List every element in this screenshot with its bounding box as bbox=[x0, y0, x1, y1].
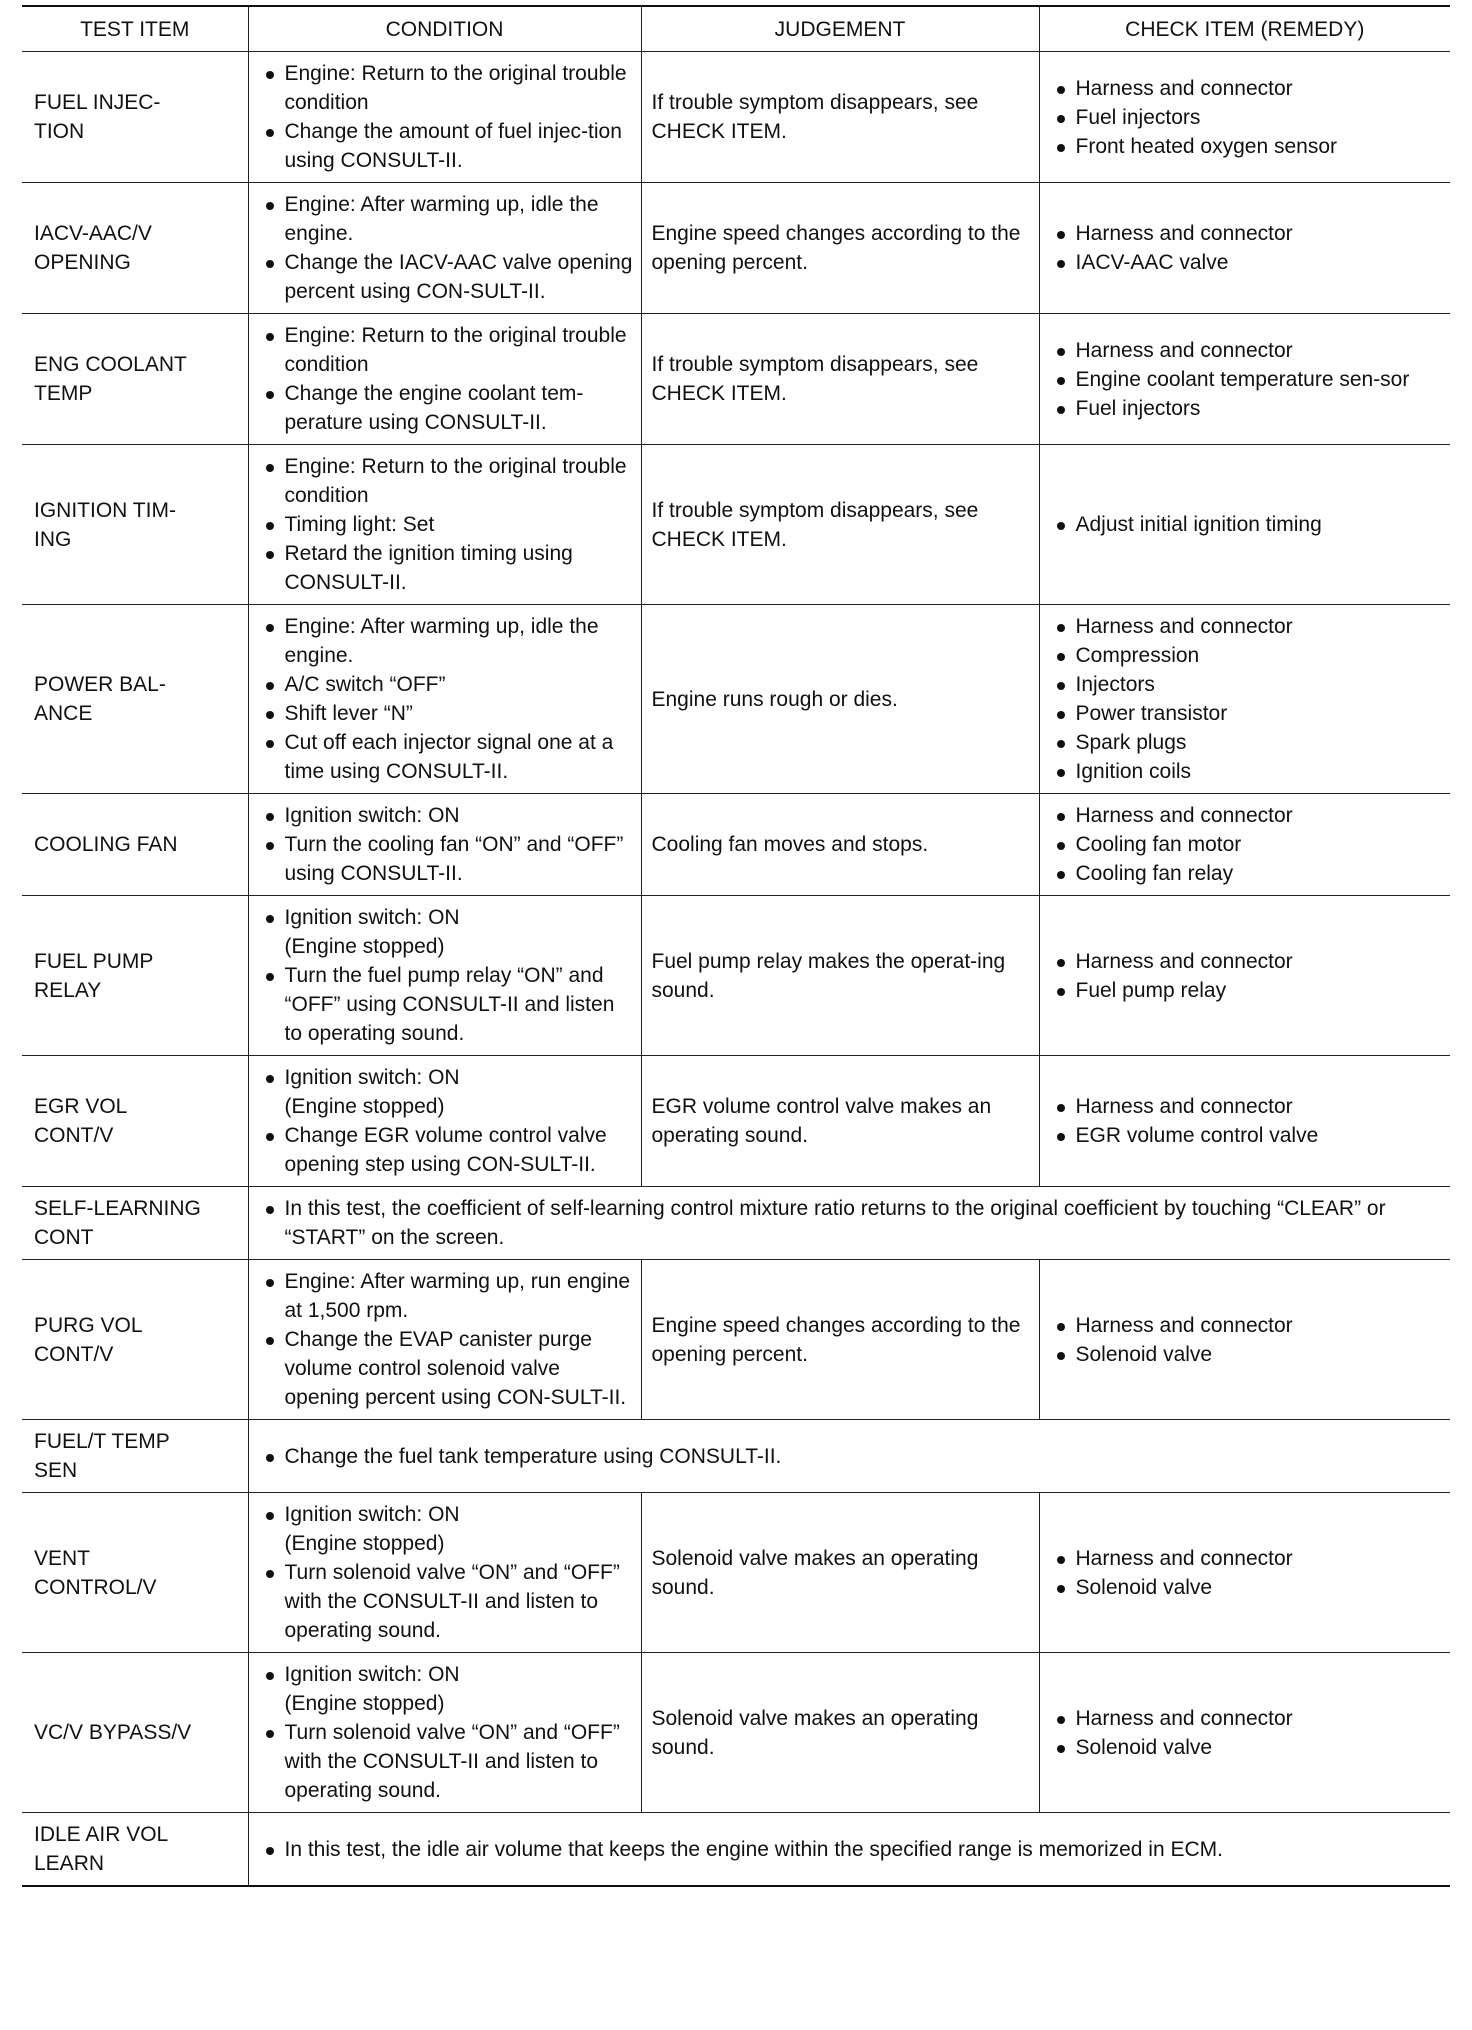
condition-bullet: Engine: After warming up, idle the engine. bbox=[259, 612, 633, 670]
condition-bullet: Engine: Return to the original trouble condition bbox=[259, 321, 633, 379]
test-item-cell: PURG VOL CONT/V bbox=[22, 1260, 248, 1420]
check-item-bullet: Harness and connector bbox=[1050, 947, 1443, 976]
document-page bbox=[22, 5, 1450, 1887]
condition-bullet: Change EGR volume control valve opening step using CON-SULT-II. bbox=[259, 1121, 633, 1179]
check-item-list bbox=[1050, 219, 1443, 277]
condition-cell bbox=[248, 52, 641, 183]
header-check-item: CHECK ITEM (REMEDY) bbox=[1039, 6, 1450, 52]
check-item-list bbox=[1050, 74, 1443, 161]
condition-cell bbox=[248, 794, 641, 896]
check-item-cell bbox=[1039, 1493, 1450, 1653]
condition-bullet: Change the amount of fuel injec-tion using CONSULT-II. bbox=[259, 117, 633, 175]
condition-bullet: Ignition switch: ON (Engine stopped) bbox=[259, 1063, 633, 1121]
description-bullet: In this test, the coefficient of self-learning control mixture ratio returns to the original coefficient by touching “CLEAR” or “START” on the screen. bbox=[259, 1194, 1443, 1252]
test-item-cell: VC/V BYPASS/V bbox=[22, 1653, 248, 1813]
test-item-cell: POWER BAL- ANCE bbox=[22, 605, 248, 794]
description-list bbox=[259, 1835, 1443, 1864]
condition-bullet: Shift lever “N” bbox=[259, 699, 633, 728]
check-item-bullet: Fuel injectors bbox=[1050, 394, 1443, 423]
check-item-cell bbox=[1039, 183, 1450, 314]
table-row bbox=[22, 1653, 1450, 1813]
condition-cell bbox=[248, 1493, 641, 1653]
condition-bullet: Turn the fuel pump relay “ON” and “OFF” using CONSULT-II and listen to operating sound. bbox=[259, 961, 633, 1048]
check-item-list bbox=[1050, 510, 1443, 539]
header-test-item: TEST ITEM bbox=[22, 6, 248, 52]
check-item-bullet: Harness and connector bbox=[1050, 1311, 1443, 1340]
table-header bbox=[22, 6, 1450, 52]
judgement-cell: EGR volume control valve makes an operating sound. bbox=[641, 1056, 1039, 1187]
check-item-bullet: Solenoid valve bbox=[1050, 1733, 1443, 1762]
check-item-cell bbox=[1039, 896, 1450, 1056]
check-item-list bbox=[1050, 1092, 1443, 1150]
check-item-cell bbox=[1039, 1260, 1450, 1420]
check-item-cell bbox=[1039, 1056, 1450, 1187]
condition-list bbox=[259, 801, 633, 888]
condition-bullet: Change the EVAP canister purge volume control solenoid valve opening percent using CON-SULT-II. bbox=[259, 1325, 633, 1412]
condition-bullet: Engine: After warming up, run engine at 1,500 rpm. bbox=[259, 1267, 633, 1325]
condition-cell bbox=[248, 183, 641, 314]
judgement-cell: Cooling fan moves and stops. bbox=[641, 794, 1039, 896]
table-row bbox=[22, 1056, 1450, 1187]
condition-bullet: Change the IACV-AAC valve opening percent using CON-SULT-II. bbox=[259, 248, 633, 306]
judgement-cell: Engine runs rough or dies. bbox=[641, 605, 1039, 794]
test-item-cell: ENG COOLANT TEMP bbox=[22, 314, 248, 445]
condition-bullet: Engine: After warming up, idle the engine. bbox=[259, 190, 633, 248]
table-row bbox=[22, 605, 1450, 794]
judgement-cell: If trouble symptom disappears, see CHECK ITEM. bbox=[641, 314, 1039, 445]
table-row bbox=[22, 52, 1450, 183]
condition-cell bbox=[248, 445, 641, 605]
check-item-list bbox=[1050, 1311, 1443, 1369]
table-row bbox=[22, 1813, 1450, 1887]
check-item-cell bbox=[1039, 1653, 1450, 1813]
test-item-cell: SELF-LEARNING CONT bbox=[22, 1187, 248, 1260]
condition-bullet: Timing light: Set bbox=[259, 510, 633, 539]
condition-list bbox=[259, 1267, 633, 1412]
condition-bullet: Ignition switch: ON bbox=[259, 801, 633, 830]
check-item-cell bbox=[1039, 605, 1450, 794]
check-item-bullet: Engine coolant temperature sen-sor bbox=[1050, 365, 1443, 394]
judgement-cell: Engine speed changes according to the opening percent. bbox=[641, 183, 1039, 314]
check-item-bullet: Harness and connector bbox=[1050, 801, 1443, 830]
check-item-list bbox=[1050, 336, 1443, 423]
check-item-bullet: Fuel injectors bbox=[1050, 103, 1443, 132]
description-list bbox=[259, 1194, 1443, 1252]
check-item-cell bbox=[1039, 52, 1450, 183]
condition-cell bbox=[248, 1653, 641, 1813]
judgement-cell: If trouble symptom disappears, see CHECK ITEM. bbox=[641, 52, 1039, 183]
condition-bullet: Turn solenoid valve “ON” and “OFF” with the CONSULT-II and listen to operating sound. bbox=[259, 1558, 633, 1645]
condition-cell bbox=[248, 1056, 641, 1187]
check-item-list bbox=[1050, 612, 1443, 786]
test-item-cell: IDLE AIR VOL LEARN bbox=[22, 1813, 248, 1887]
check-item-bullet: Fuel pump relay bbox=[1050, 976, 1443, 1005]
condition-list bbox=[259, 1500, 633, 1645]
table-row bbox=[22, 314, 1450, 445]
test-item-cell: IACV-AAC/V OPENING bbox=[22, 183, 248, 314]
check-item-list bbox=[1050, 1544, 1443, 1602]
condition-bullet: Ignition switch: ON (Engine stopped) bbox=[259, 1660, 633, 1718]
check-item-list bbox=[1050, 801, 1443, 888]
check-item-cell bbox=[1039, 794, 1450, 896]
condition-list bbox=[259, 190, 633, 306]
test-item-cell: EGR VOL CONT/V bbox=[22, 1056, 248, 1187]
check-item-bullet: Power transistor bbox=[1050, 699, 1443, 728]
description-list bbox=[259, 1442, 1443, 1471]
condition-list bbox=[259, 321, 633, 437]
condition-list bbox=[259, 1063, 633, 1179]
condition-bullet: Ignition switch: ON (Engine stopped) bbox=[259, 1500, 633, 1558]
check-item-bullet: Harness and connector bbox=[1050, 1704, 1443, 1733]
check-item-list bbox=[1050, 1704, 1443, 1762]
test-item-cell: FUEL PUMP RELAY bbox=[22, 896, 248, 1056]
check-item-list bbox=[1050, 947, 1443, 1005]
test-item-cell: VENT CONTROL/V bbox=[22, 1493, 248, 1653]
check-item-bullet: IACV-AAC valve bbox=[1050, 248, 1443, 277]
condition-bullet: Change the engine coolant tem-perature using CONSULT-II. bbox=[259, 379, 633, 437]
check-item-bullet: Compression bbox=[1050, 641, 1443, 670]
condition-bullet: Turn the cooling fan “ON” and “OFF” using CONSULT-II. bbox=[259, 830, 633, 888]
check-item-bullet: Harness and connector bbox=[1050, 1092, 1443, 1121]
check-item-bullet: Solenoid valve bbox=[1050, 1573, 1443, 1602]
table-row bbox=[22, 896, 1450, 1056]
table-row bbox=[22, 1187, 1450, 1260]
condition-list bbox=[259, 59, 633, 175]
spanning-description-cell bbox=[248, 1420, 1450, 1493]
table-row bbox=[22, 1420, 1450, 1493]
condition-cell bbox=[248, 605, 641, 794]
test-item-cell: IGNITION TIM- ING bbox=[22, 445, 248, 605]
table-row bbox=[22, 445, 1450, 605]
table-row bbox=[22, 794, 1450, 896]
description-bullet: Change the fuel tank temperature using CONSULT-II. bbox=[259, 1442, 1443, 1471]
table-row bbox=[22, 1493, 1450, 1653]
condition-bullet: Engine: Return to the original trouble condition bbox=[259, 59, 633, 117]
condition-list bbox=[259, 1660, 633, 1805]
spanning-description-cell bbox=[248, 1187, 1450, 1260]
condition-bullet: Retard the ignition timing using CONSULT-II. bbox=[259, 539, 633, 597]
check-item-bullet: Harness and connector bbox=[1050, 1544, 1443, 1573]
header-judgement: JUDGEMENT bbox=[641, 6, 1039, 52]
check-item-bullet: Harness and connector bbox=[1050, 74, 1443, 103]
test-item-cell: COOLING FAN bbox=[22, 794, 248, 896]
condition-cell bbox=[248, 1260, 641, 1420]
test-item-cell: FUEL/T TEMP SEN bbox=[22, 1420, 248, 1493]
check-item-bullet: Harness and connector bbox=[1050, 336, 1443, 365]
condition-list bbox=[259, 903, 633, 1048]
condition-bullet: A/C switch “OFF” bbox=[259, 670, 633, 699]
check-item-bullet: Injectors bbox=[1050, 670, 1443, 699]
check-item-bullet: Front heated oxygen sensor bbox=[1050, 132, 1443, 161]
check-item-cell bbox=[1039, 314, 1450, 445]
check-item-bullet: Harness and connector bbox=[1050, 219, 1443, 248]
condition-bullet: Ignition switch: ON (Engine stopped) bbox=[259, 903, 633, 961]
judgement-cell: Engine speed changes according to the opening percent. bbox=[641, 1260, 1039, 1420]
check-item-bullet: Ignition coils bbox=[1050, 757, 1443, 786]
check-item-bullet: Spark plugs bbox=[1050, 728, 1443, 757]
header-row bbox=[22, 6, 1450, 52]
check-item-bullet: Solenoid valve bbox=[1050, 1340, 1443, 1369]
check-item-bullet: Cooling fan relay bbox=[1050, 859, 1443, 888]
table-body bbox=[22, 52, 1450, 1887]
condition-list bbox=[259, 452, 633, 597]
test-item-cell: FUEL INJEC- TION bbox=[22, 52, 248, 183]
spanning-description-cell bbox=[248, 1813, 1450, 1887]
condition-bullet: Cut off each injector signal one at a time using CONSULT-II. bbox=[259, 728, 633, 786]
judgement-cell: Solenoid valve makes an operating sound. bbox=[641, 1653, 1039, 1813]
condition-bullet: Turn solenoid valve “ON” and “OFF” with the CONSULT-II and listen to operating sound. bbox=[259, 1718, 633, 1805]
check-item-cell bbox=[1039, 445, 1450, 605]
check-item-bullet: Harness and connector bbox=[1050, 612, 1443, 641]
header-condition: CONDITION bbox=[248, 6, 641, 52]
condition-list bbox=[259, 612, 633, 786]
judgement-cell: Fuel pump relay makes the operat-ing sound. bbox=[641, 896, 1039, 1056]
check-item-bullet: EGR volume control valve bbox=[1050, 1121, 1443, 1150]
condition-cell bbox=[248, 896, 641, 1056]
table-row bbox=[22, 183, 1450, 314]
condition-bullet: Engine: Return to the original trouble condition bbox=[259, 452, 633, 510]
condition-cell bbox=[248, 314, 641, 445]
judgement-cell: If trouble symptom disappears, see CHECK ITEM. bbox=[641, 445, 1039, 605]
check-item-bullet: Adjust initial ignition timing bbox=[1050, 510, 1443, 539]
check-item-bullet: Cooling fan motor bbox=[1050, 830, 1443, 859]
table-row bbox=[22, 1260, 1450, 1420]
description-bullet: In this test, the idle air volume that keeps the engine within the specified range is memorized in ECM. bbox=[259, 1835, 1443, 1864]
judgement-cell: Solenoid valve makes an operating sound. bbox=[641, 1493, 1039, 1653]
active-test-table bbox=[22, 5, 1450, 1887]
